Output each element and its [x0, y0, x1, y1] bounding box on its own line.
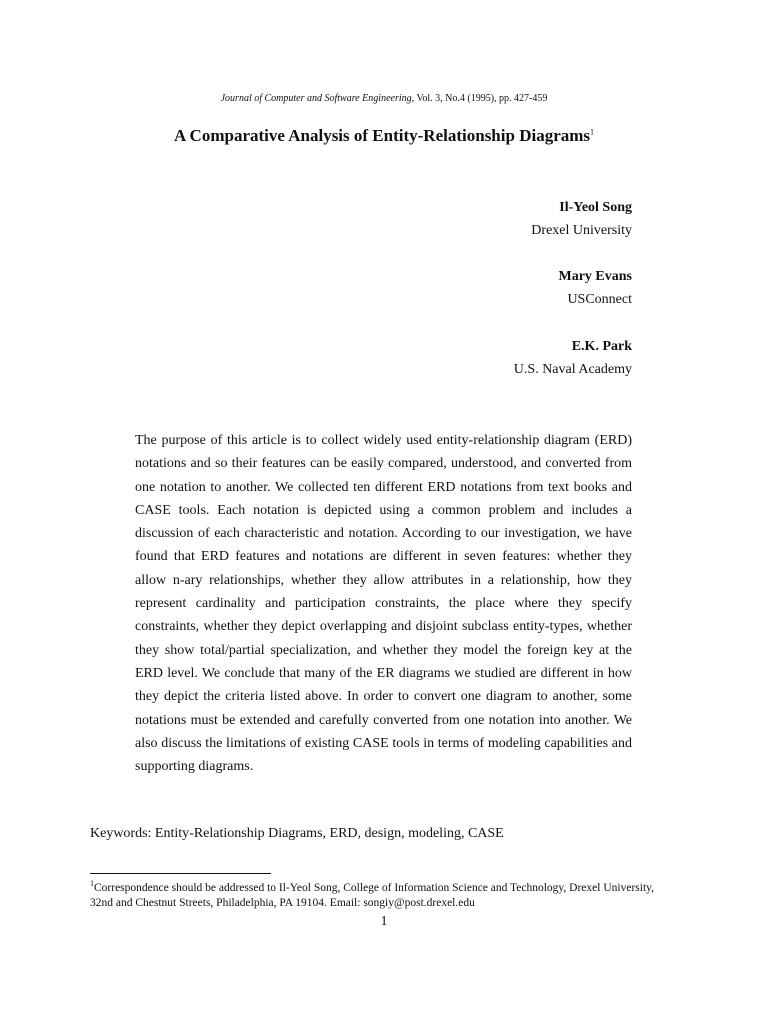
author-affiliation: USConnect [567, 292, 632, 307]
author-block-1 [531, 199, 632, 240]
paper-title-text: A Comparative Analysis of Entity-Relationship Diagrams [173, 126, 591, 145]
paper-title [0, 125, 768, 147]
author-block-3 [514, 338, 632, 379]
author-affiliation: U.S. Naval Academy [513, 362, 632, 377]
author-name: Mary Evans [558, 269, 632, 284]
author-affiliation: Drexel University [531, 223, 632, 238]
author-name: E.K. Park [571, 339, 632, 354]
journal-citation [0, 93, 768, 105]
keywords-line: Keywords: Entity-Relationship Diagrams, ERD, design, modeling, CASE [90, 826, 504, 841]
abstract-paragraph: The purpose of this article is to collect widely used entity-relationship diagram (ERD) notations and so their features can be easily compared, understood, and converted from one notation to another. We collected ten different ERD notations from text books and CASE tools. Each notation is depicted using a common problem and includes a discussion of each characteristic and notation. According to our investigation, we have found that ERD features and notations are different in seven features: whether they allow n-ary relationships, whether they allow attributes in a relationship, how they represent cardinality and participation constraints, the place where they specify constraints, whether they depict overlapping and disjoint subclass entity-types, whether they show total/partial specialization, and whether they model the foreign key at the ERD level. We conclude that many of the ER diagrams we studied are different in how they depict the criteria listed above. In order to convert one diagram to another, some notations must be extended and carefully converted from one notation into another. We also discuss the limitations of existing CASE tools in terms of modeling capabilities and supporting diagrams. [135, 433, 632, 775]
footnote [90, 881, 670, 911]
author-name: Il-Yeol Song [559, 200, 632, 215]
journal-name: Journal of Computer and Software Engineering [220, 93, 412, 104]
page-number: 1 [380, 914, 388, 929]
footnote-text: Correspondence should be addressed to Il-Yeol Song, College of Information Science and Technology, Drexel University, 32nd and Chestnut Streets, Philadelphia, PA 19104. Email: songiy@post.drexel.edu [90, 882, 655, 909]
footnote-divider [90, 873, 271, 874]
footnote-marker: 1 [90, 879, 94, 889]
journal-volume-pages: , Vol. 3, No.4 (1995), pp. 427-459 [411, 93, 548, 104]
author-block-2 [559, 268, 633, 309]
title-footnote-marker: 1 [590, 127, 595, 137]
